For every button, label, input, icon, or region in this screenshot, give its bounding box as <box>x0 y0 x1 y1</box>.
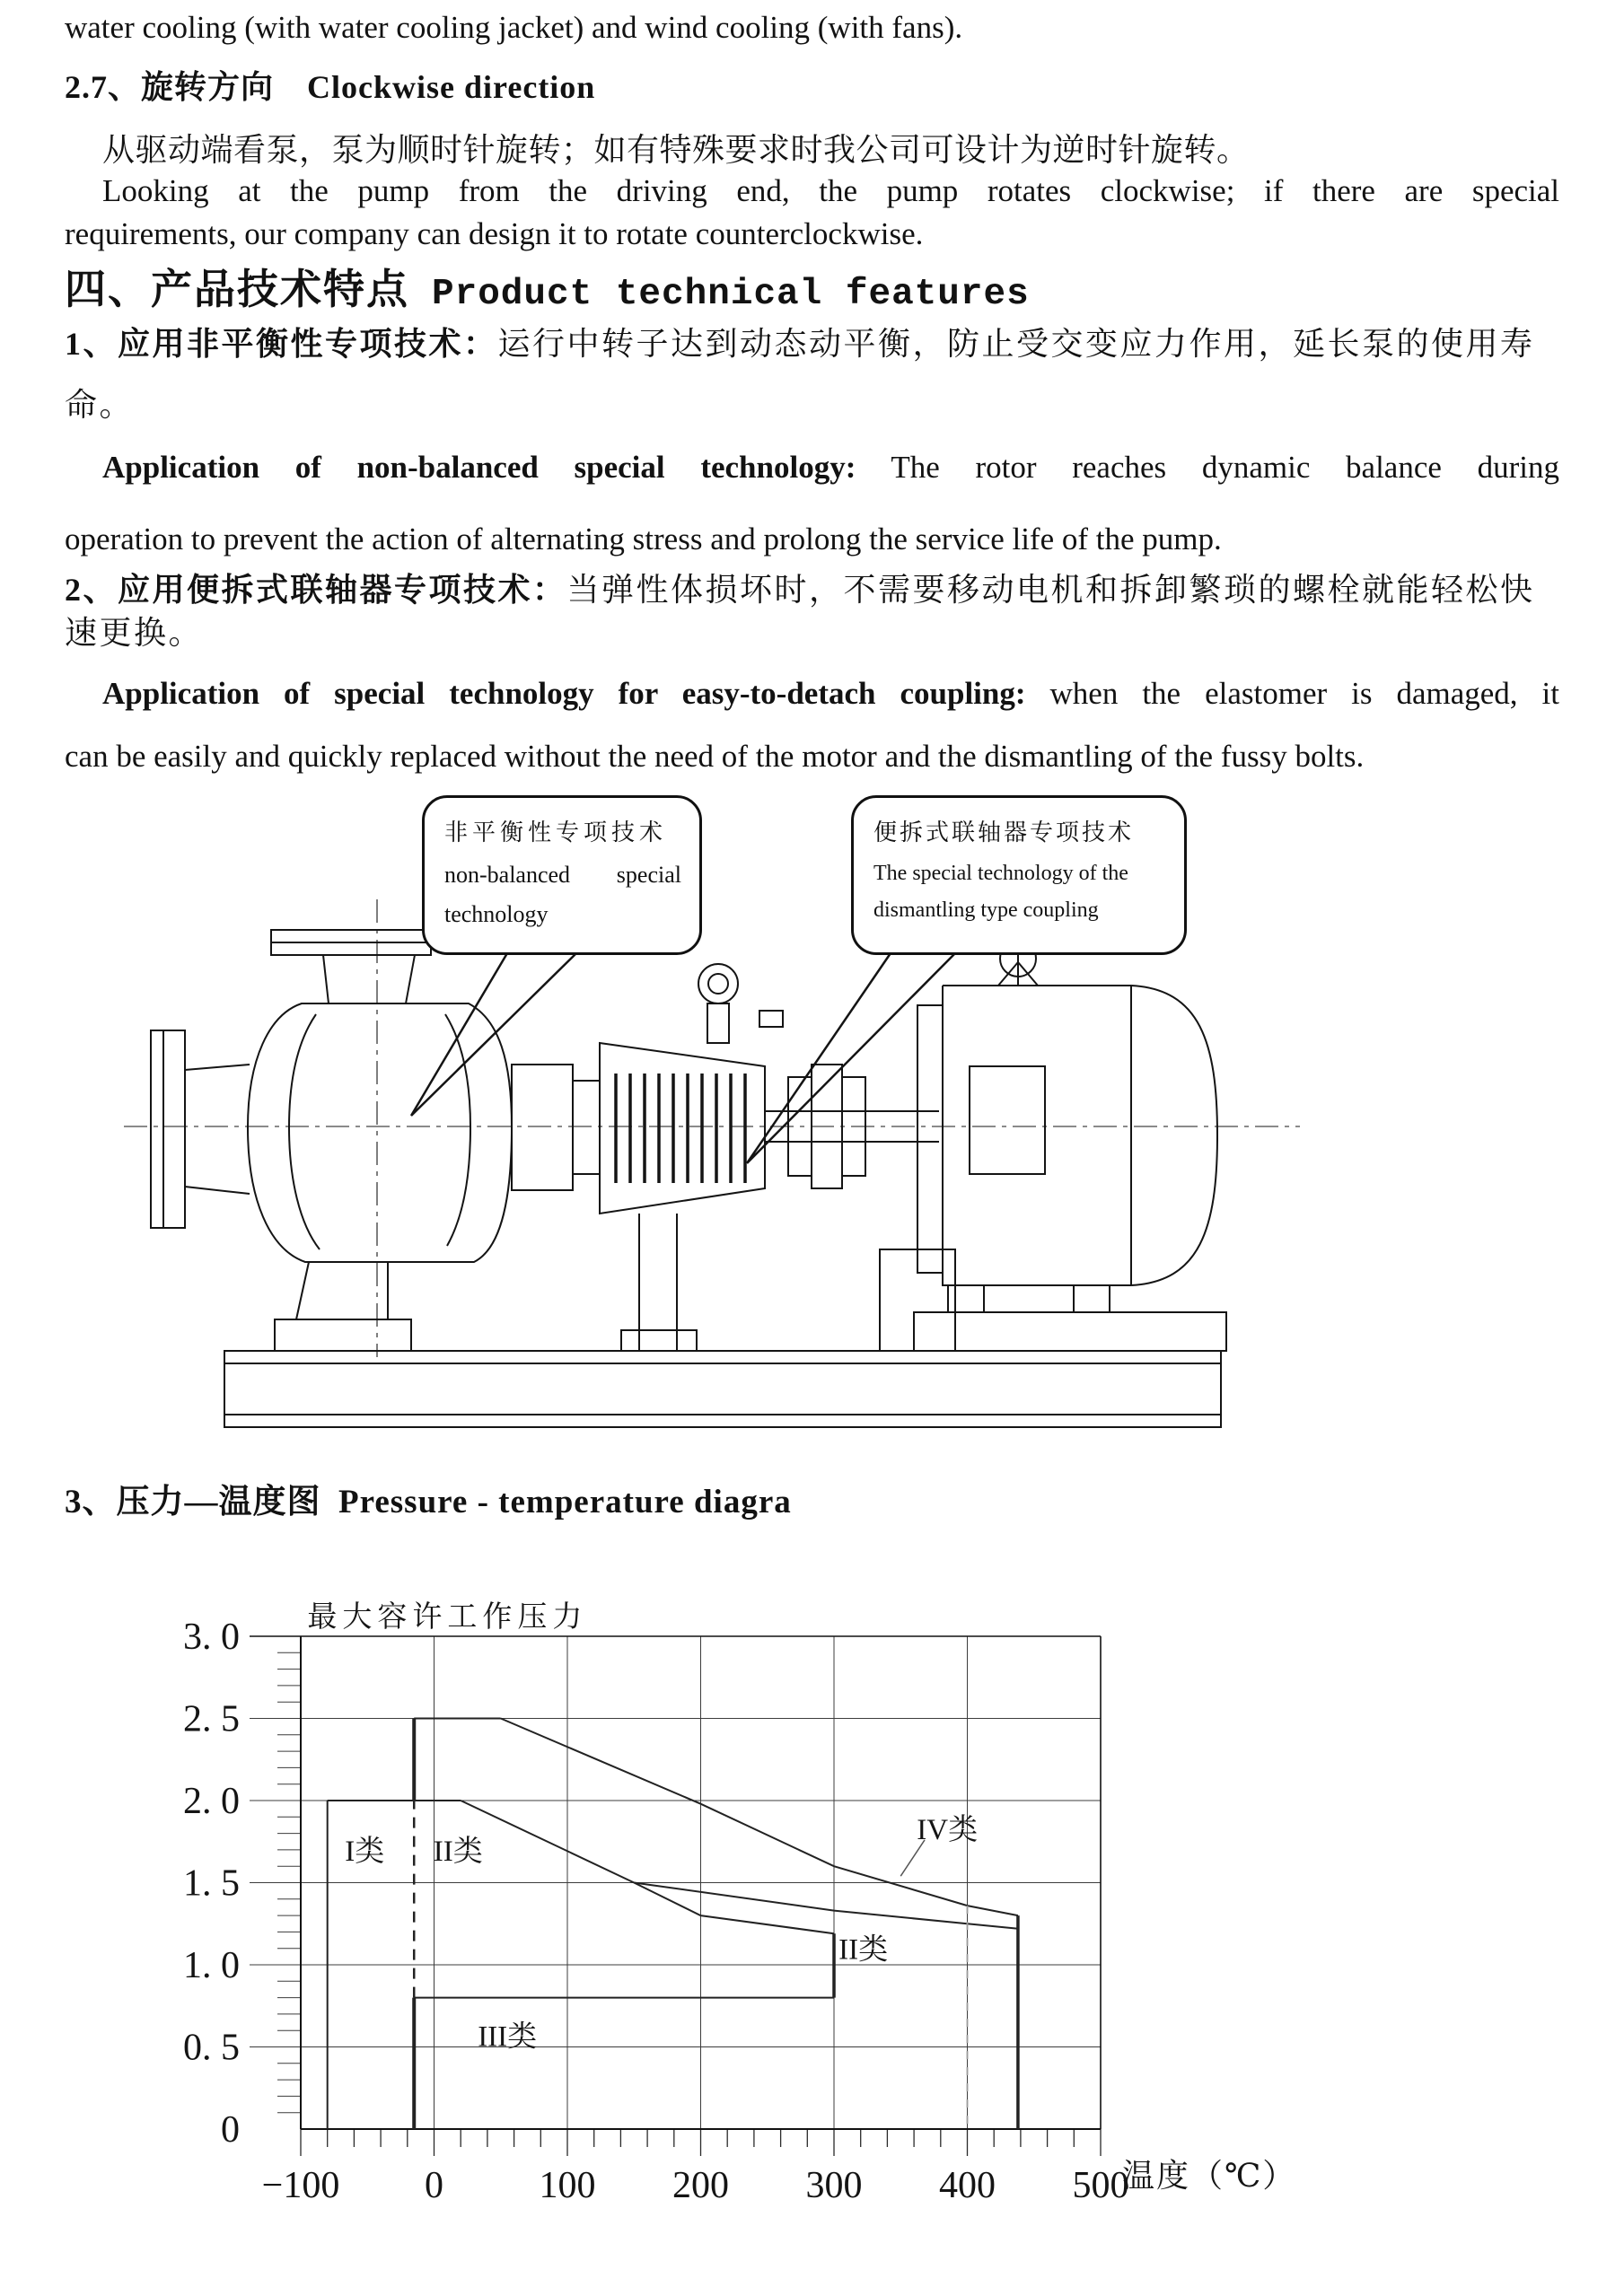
seal-housing <box>512 1065 573 1190</box>
pump-foot-plate <box>275 1319 411 1351</box>
eyebolt-stem <box>707 1003 729 1043</box>
item1-zh-tail: 命。 <box>65 387 135 423</box>
pump-eyebolt-hole <box>708 974 728 994</box>
heading-4 <box>65 266 1030 316</box>
heading-3-en: Pressure - temperature diagra <box>338 1484 792 1520</box>
item1-en-rest: The rotor reaches dynamic balance during <box>856 450 1559 485</box>
discharge-pipe-right <box>406 955 415 1003</box>
region-label-2: IV类 <box>917 1814 979 1847</box>
item1-en-lead: Application of non-balanced special technology: <box>102 450 856 485</box>
item1-zh-rest: 运行中转子达到动态动平衡，防止受交变应力作用，延长泵的使用寿 <box>497 326 1535 362</box>
heading-2-7 <box>65 68 595 106</box>
x-tick-label: 500 <box>1072 2165 1129 2206</box>
item2-en-rest: when the elastomer is damaged, it <box>1025 676 1560 711</box>
pump-drawing-lines <box>124 899 1300 1427</box>
item1-en-line1 <box>65 449 1559 486</box>
seal-gland <box>573 1081 600 1174</box>
y-tick-label: 1. 5 <box>183 1862 240 1905</box>
baseplate <box>224 1351 1221 1427</box>
pump-eyebolt-icon <box>698 964 738 1003</box>
paragraph-water-cooling: water cooling (with water cooling jacket) and wind cooling (with fans). <box>65 10 963 45</box>
casing-inner-right <box>445 1014 470 1246</box>
item1-zh-lead: 1、应用非平衡性专项技术： <box>65 326 498 362</box>
y-tick-label: 0. 5 <box>183 2027 240 2069</box>
item2-zh-rest: 当弹性体损坏时，不需要移动电机和拆卸繁琐的螺栓就能轻松快 <box>566 572 1535 608</box>
x-tick-label: 200 <box>672 2165 729 2206</box>
volute-casing-outline <box>248 1003 512 1262</box>
y-tick-label: 2. 0 <box>183 1781 240 1822</box>
oil-plug <box>759 1011 783 1027</box>
item2-en-line1 <box>65 675 1559 712</box>
pt-chart-svg <box>81 1562 1535 2291</box>
item2-zh-tail: 速更换。 <box>65 615 204 651</box>
x-tick-label: 300 <box>805 2165 863 2206</box>
region-label-0: I类 <box>345 1835 385 1868</box>
item2-en-line2: can be easily and quickly replaced without the need of the motor and the dismantling of the fussy bolts. <box>65 739 1365 774</box>
callout-left-en2: technology <box>444 901 549 927</box>
bearing-frame <box>600 1043 765 1214</box>
heading-4-zh: 四、产品技术特点 <box>65 267 409 312</box>
cooling-fins <box>616 1074 745 1183</box>
discharge-pipe-left <box>323 955 329 1003</box>
suction-flange <box>151 1030 185 1228</box>
heading-2-7-en: Clockwise direction <box>307 69 596 105</box>
region-label-4: III类 <box>478 2020 538 2054</box>
casing-inner-left <box>289 1014 320 1249</box>
x-tick-label: 0 <box>425 2165 443 2206</box>
x-tick-label: −100 <box>261 2165 340 2206</box>
heading-2-7-zh: 2.7、旋转方向 <box>65 69 275 105</box>
pump-assembly-drawing <box>72 772 1391 1490</box>
item1-en-line2: operation to prevent the action of alternating stress and prolong the service life of the pump. <box>65 521 1222 556</box>
heading-4-en: Product technical features <box>432 274 1030 315</box>
y-tick-label: 2. 5 <box>183 1698 240 1740</box>
callout-left-en1: non-balanced special <box>444 862 681 888</box>
item2-en-lead: Application of special technology for easy-to-detach coupling: <box>102 676 1026 711</box>
item2-zh-lead: 2、应用便拆式联轴器专项技术： <box>65 572 567 608</box>
callout-non-balanced <box>422 795 702 955</box>
item1-zh-line1 <box>65 325 1535 363</box>
motor-rear-cap <box>1131 986 1217 1285</box>
x-tick-label: 100 <box>539 2165 596 2206</box>
item2-zh-line1 <box>65 571 1535 609</box>
motor-front-shield <box>917 1005 943 1273</box>
x-tick-label: 400 <box>939 2165 996 2206</box>
motor-body <box>943 986 1131 1285</box>
pump-foot-left <box>296 1262 309 1319</box>
region-label-1: II类 <box>433 1835 483 1868</box>
motor-foot-rear <box>1074 1285 1110 1312</box>
callout-left-tail <box>411 953 576 1116</box>
series-class-II-middle-curve <box>461 1801 834 1933</box>
region-label-3: II类 <box>838 1933 889 1967</box>
y-tick-label: 1. 0 <box>183 1945 240 1986</box>
y-tick-label: 0 <box>221 2109 240 2151</box>
frame-pedestal-foot <box>621 1330 697 1351</box>
paragraph-rotation-zh: 从驱动端看泵，泵为顺时针旋转；如有特殊要求时我公司可设计为逆时针旋转。 <box>102 132 1250 168</box>
label-leader-line <box>900 1840 925 1876</box>
callout-coupling <box>851 795 1187 955</box>
callout-right-tail <box>747 953 955 1163</box>
callout-right-en1: The special technology of the <box>873 862 1128 885</box>
x-axis-title: 温度（℃） <box>1122 2158 1297 2194</box>
heading-3-zh: 3、压力—温度图 <box>65 1484 321 1520</box>
callout-right-zh: 便拆式联轴器专项技术 <box>873 819 1135 846</box>
terminal-box <box>970 1066 1045 1174</box>
motor-foot-front <box>948 1285 984 1312</box>
motor-base-block <box>914 1312 1226 1351</box>
series-class-II-lower-curve <box>634 1883 1018 1929</box>
suction-neck-top <box>185 1065 250 1070</box>
callout-right-en2: dismantling type coupling <box>873 898 1099 922</box>
chart-title: 最大容许工作压力 <box>307 1601 588 1634</box>
y-tick-label: 3. 0 <box>183 1617 240 1658</box>
paragraph-rotation-en-line2: requirements, our company can design it to rotate counterclockwise. <box>65 216 924 251</box>
paragraph-rotation-en-line1: Looking at the pump from the driving end, the pump rotates clockwise; if there are special <box>102 173 1559 208</box>
callout-left-zh: 非平衡性专项技术 <box>444 819 668 846</box>
suction-neck-bottom <box>185 1187 250 1194</box>
